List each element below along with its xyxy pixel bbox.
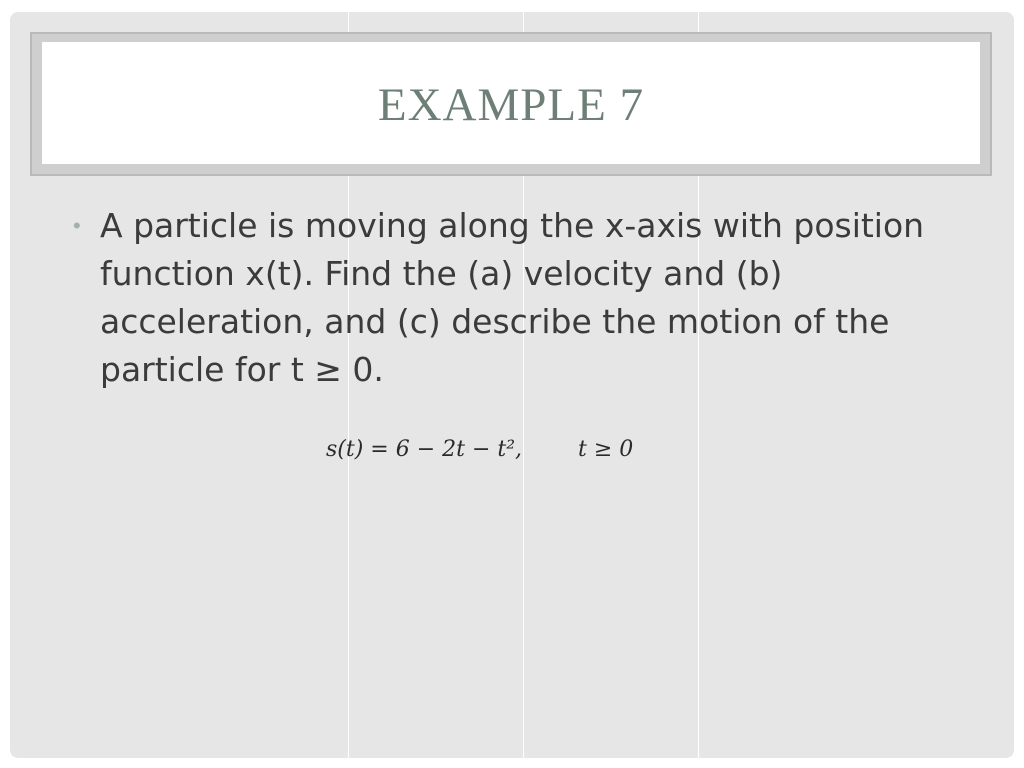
bullet-text: A particle is moving along the x-axis with position function x(t). Find the (a) velocity and (b) acceleration, and (c) describe the motion of the particle for t ≥ 0. (100, 206, 925, 389)
title-frame (30, 32, 992, 176)
slide-title: EXAMPLE 7 (377, 79, 645, 131)
equation-condition: t ≥ 0 (578, 437, 634, 462)
equation (326, 437, 633, 462)
slide-body (70, 202, 950, 394)
bullet-icon: • (73, 213, 81, 238)
slide (10, 12, 1014, 758)
equation-function: s(t) = 6 − 2t − t², (326, 437, 523, 462)
title-box (42, 42, 980, 164)
bullet-item (70, 202, 950, 394)
